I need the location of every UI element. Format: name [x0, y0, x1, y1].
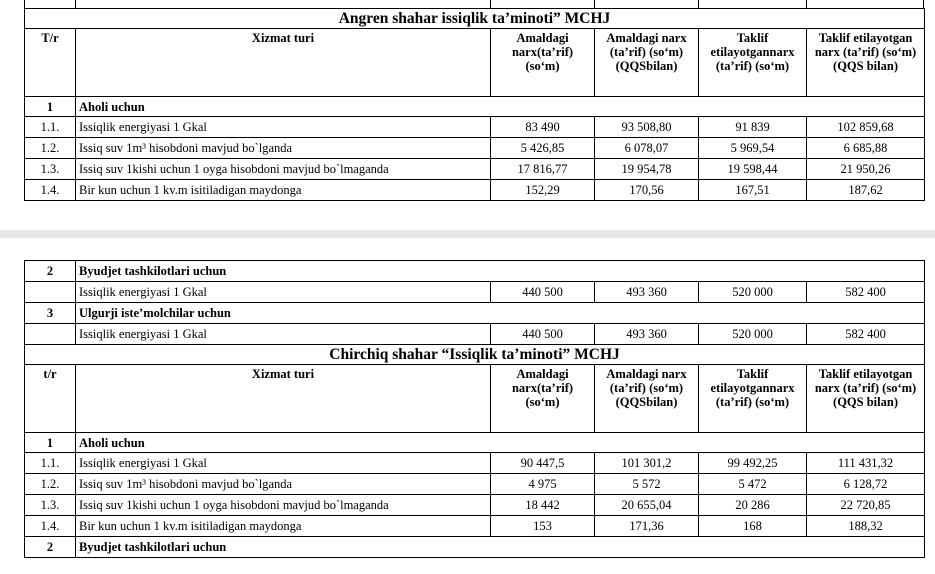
row-number: 1.3. [25, 159, 76, 180]
current-price: 18 442 [491, 495, 595, 516]
group-number: 3 [25, 303, 76, 324]
current-price-vat: 170,56 [595, 180, 699, 201]
proposed-price: 520 000 [699, 324, 807, 345]
header-proposed-price: Taklif etilayotgannarx (ta’rif) (so‘m) [699, 365, 807, 433]
proposed-price: 168 [699, 516, 807, 537]
proposed-price: 99 492,25 [699, 453, 807, 474]
service-name: Issiqlik energiyasi 1 Gkal [76, 324, 491, 345]
row-number: 1.4. [25, 180, 76, 201]
row-number [25, 324, 76, 345]
proposed-price: 5 472 [699, 474, 807, 495]
proposed-price-vat: 6 128,72 [807, 474, 925, 495]
row-number: 1.2. [25, 474, 76, 495]
group-row [25, 261, 925, 282]
service-name: Issiq suv 1kishi uchun 1 oyga hisobdoni mavjud bo`lmaganda [76, 159, 491, 180]
current-price-vat: 93 508,80 [595, 117, 699, 138]
row-number: 1.3. [25, 495, 76, 516]
group-label: Aholi uchun [76, 97, 925, 117]
header-tr: t/r [25, 365, 76, 433]
header-proposed-price-vat: Taklif etilayotgan narx (ta’rif) (so‘m)(QQS bilan) [807, 29, 925, 97]
header-tr: T/r [25, 29, 76, 97]
current-price: 5 426,85 [491, 138, 595, 159]
page-separator [0, 230, 935, 238]
header-current-price: Amaldagi narx(ta’rif) (so‘m) [491, 29, 595, 97]
proposed-price: 167,51 [699, 180, 807, 201]
table-row [25, 138, 925, 159]
group-label: Byudjet tashkilotlari uchun [76, 537, 925, 558]
current-price-vat: 493 360 [595, 324, 699, 345]
current-price: 440 500 [491, 324, 595, 345]
table-border [698, 0, 699, 8]
current-price: 17 816,77 [491, 159, 595, 180]
group-label: Aholi uchun [76, 433, 925, 453]
row-number: 1.1. [25, 117, 76, 138]
table-row [25, 117, 925, 138]
table-row [25, 324, 925, 345]
current-price: 4 975 [491, 474, 595, 495]
current-price: 153 [491, 516, 595, 537]
header-service-type: Xizmat turi [76, 29, 491, 97]
proposed-price-vat: 22 720,85 [807, 495, 925, 516]
proposed-price: 20 286 [699, 495, 807, 516]
group-row [25, 97, 925, 117]
angren-table-title: Angren shahar issiqlik ta’minoti” MCHJ [25, 9, 925, 29]
table-border [923, 0, 924, 8]
current-price: 90 447,5 [491, 453, 595, 474]
current-price-vat: 20 655,04 [595, 495, 699, 516]
proposed-price-vat: 582 400 [807, 282, 925, 303]
service-name: Issiq suv 1m³ hisobdoni mavjud bo`lganda [76, 138, 491, 159]
table-row [25, 180, 925, 201]
table-border [490, 0, 491, 8]
current-price-vat: 493 360 [595, 282, 699, 303]
table-row [25, 495, 925, 516]
header-service-type: Xizmat turi [76, 365, 491, 433]
group-number: 1 [25, 97, 76, 117]
proposed-price-vat: 582 400 [807, 324, 925, 345]
table-row [25, 474, 925, 495]
header-proposed-price-vat: Taklif etilayotgan narx (ta’rif) (so‘m)(QQS bilan) [807, 365, 925, 433]
group-number: 2 [25, 261, 76, 282]
group-row [25, 537, 925, 558]
group-label: Ulgurji iste’molchilar uchun [76, 303, 925, 324]
group-label: Byudjet tashkilotlari uchun [76, 261, 925, 282]
table-row [25, 453, 925, 474]
document-page-2 [0, 238, 935, 574]
current-price: 152,29 [491, 180, 595, 201]
angren-tariff-table-continued [24, 260, 925, 558]
row-number: 1.4. [25, 516, 76, 537]
current-price: 83 490 [491, 117, 595, 138]
group-row [25, 303, 925, 324]
header-current-price: Amaldagi narx(ta’rif) (so‘m) [491, 365, 595, 433]
service-name: Issiq suv 1kishi uchun 1 oyga hisobdoni mavjud bo`lmaganda [76, 495, 491, 516]
table-row [25, 159, 925, 180]
angren-tariff-table [24, 8, 925, 201]
proposed-price-vat: 111 431,32 [807, 453, 925, 474]
service-name: Issiqlik energiyasi 1 Gkal [76, 453, 491, 474]
row-number [25, 282, 76, 303]
table-row [25, 516, 925, 537]
header-proposed-price: Taklif etilayotgannarx (ta’rif) (so‘m) [699, 29, 807, 97]
proposed-price-vat: 188,32 [807, 516, 925, 537]
table-border [24, 0, 25, 8]
table-border [806, 0, 807, 8]
current-price-vat: 171,36 [595, 516, 699, 537]
current-price-vat: 6 078,07 [595, 138, 699, 159]
group-number: 2 [25, 537, 76, 558]
service-name: Bir kun uchun 1 kv.m isitiladigan maydonga [76, 516, 491, 537]
row-number: 1.2. [25, 138, 76, 159]
proposed-price-vat: 102 859,68 [807, 117, 925, 138]
service-name: Issiq suv 1m³ hisobdoni mavjud bo`lganda [76, 474, 491, 495]
table-border [75, 0, 76, 8]
current-price-vat: 101 301,2 [595, 453, 699, 474]
proposed-price-vat: 6 685,88 [807, 138, 925, 159]
current-price-vat: 5 572 [595, 474, 699, 495]
proposed-price-vat: 21 950,26 [807, 159, 925, 180]
group-row [25, 433, 925, 453]
header-current-price-vat: Amaldagi narx (ta’rif) (so‘m) (QQSbilan) [595, 29, 699, 97]
chirchiq-table-title: Chirchiq shahar “Issiqlik ta’minoti” MCHJ [25, 345, 925, 365]
row-number: 1.1. [25, 453, 76, 474]
proposed-price: 520 000 [699, 282, 807, 303]
table-row [25, 282, 925, 303]
proposed-price: 5 969,54 [699, 138, 807, 159]
header-current-price-vat: Amaldagi narx (ta’rif) (so‘m) (QQSbilan) [595, 365, 699, 433]
service-name: Issiqlik energiyasi 1 Gkal [76, 117, 491, 138]
group-number: 1 [25, 433, 76, 453]
service-name: Bir kun uchun 1 kv.m isitiladigan maydonga [76, 180, 491, 201]
current-price-vat: 19 954,78 [595, 159, 699, 180]
proposed-price: 19 598,44 [699, 159, 807, 180]
proposed-price-vat: 187,62 [807, 180, 925, 201]
current-price: 440 500 [491, 282, 595, 303]
table-border [594, 0, 595, 8]
proposed-price: 91 839 [699, 117, 807, 138]
document-page-1 [0, 0, 935, 230]
service-name: Issiqlik energiyasi 1 Gkal [76, 282, 491, 303]
